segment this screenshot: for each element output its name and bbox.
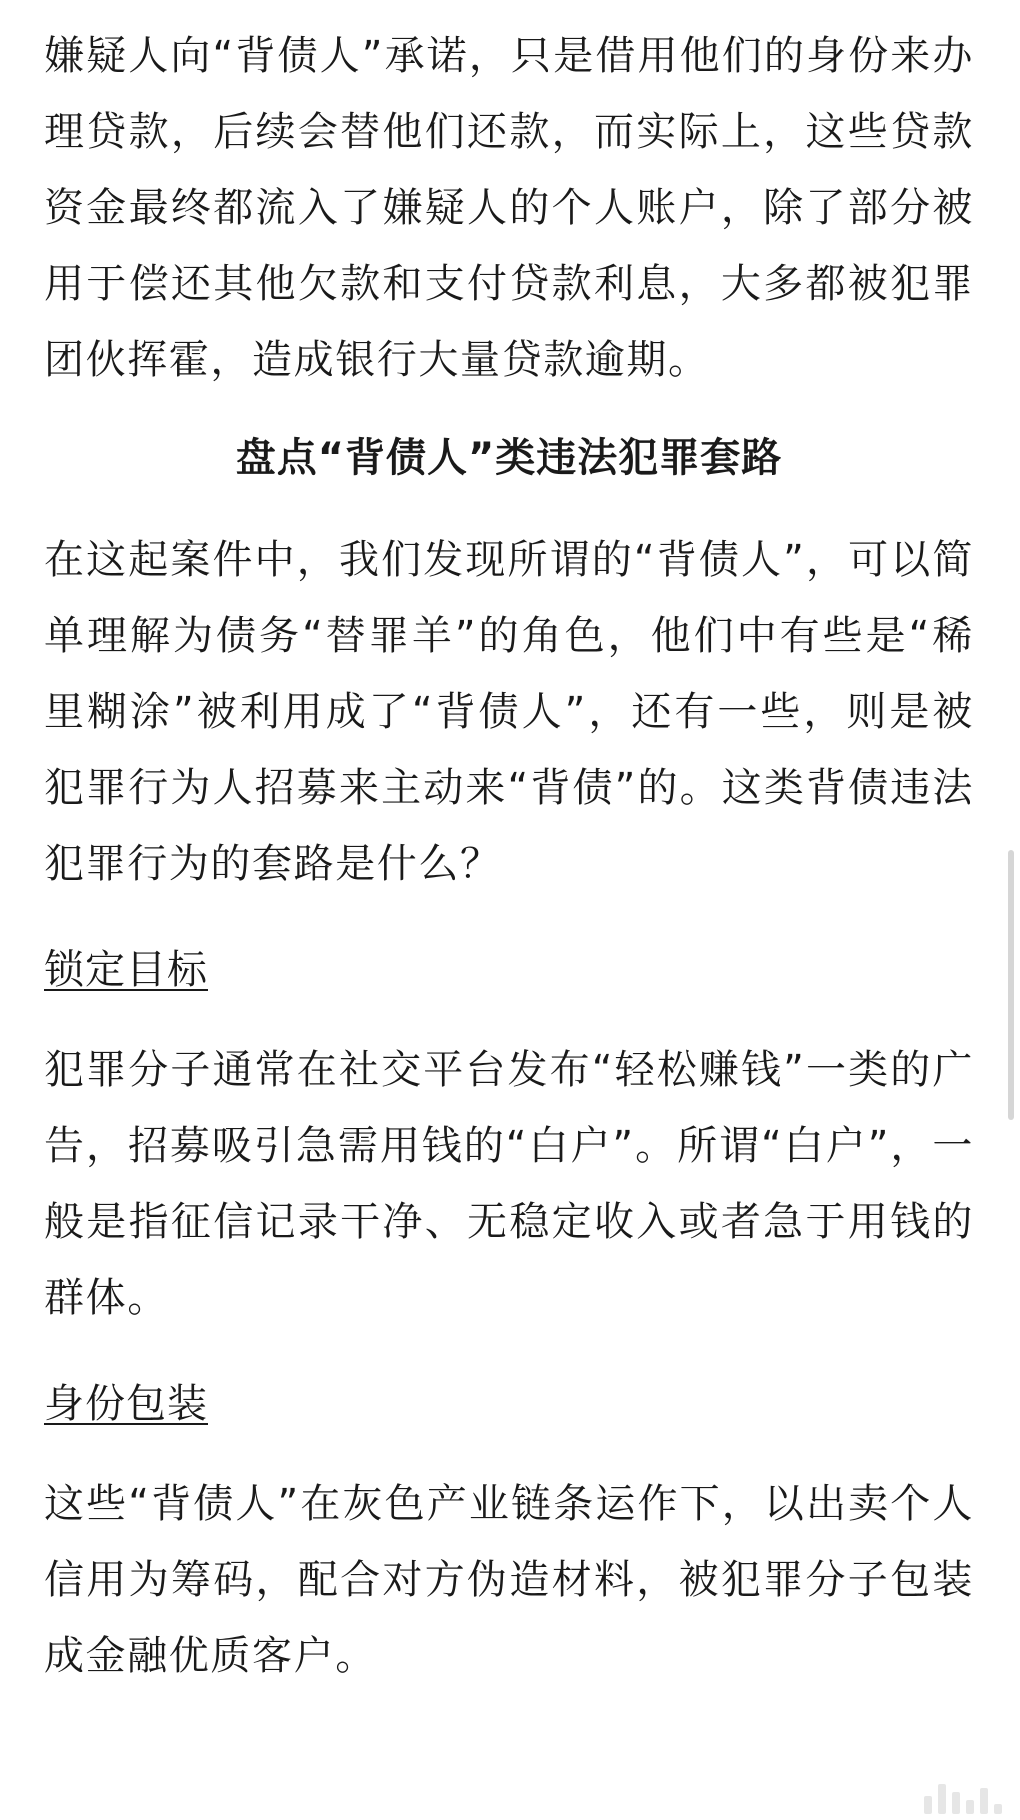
scrollbar-thumb[interactable] — [1008, 850, 1014, 1120]
paragraph-4: 这些“背债人”在灰色产业链条运作下，以出卖个人信用为筹码，配合对方伪造材料，被犯罪分子包装成金融优质客户。 — [44, 1481, 974, 1679]
subheading-target: 锁定目标 — [44, 947, 208, 993]
section-heading: 盘点“背债人”类违法犯罪套路 — [235, 435, 783, 481]
watermark-mark — [924, 1780, 1002, 1814]
paragraph-3: 犯罪分子通常在社交平台发布“轻松赚钱”一类的广告，招募吸引急需用钱的“白户”。所谓“白户”，一般是指征信记录干净、无稳定收入或者急于用钱的群体。 — [44, 1047, 974, 1321]
paragraph-2: 在这起案件中，我们发现所谓的“背债人”，可以简单理解为债务“替罪羊”的角色，他们中有些是“稀里糊涂”被利用成了“背债人”，还有一些，则是被犯罪行为人招募来主动来“背债”的。这类背债违法犯罪行为的套路是什么？ — [44, 537, 974, 887]
subheading-identity: 身份包装 — [44, 1381, 208, 1427]
paragraph-1: 嫌疑人向“背债人”承诺，只是借用他们的身份来办理贷款，后续会替他们还款，而实际上，这些贷款资金最终都流入了嫌疑人的个人账户，除了部分被用于偿还其他欠款和支付贷款利息，大多都被犯罪团伙挥霍，造成银行大量贷款逾期。 — [44, 33, 974, 383]
article-body — [44, 18, 974, 1694]
